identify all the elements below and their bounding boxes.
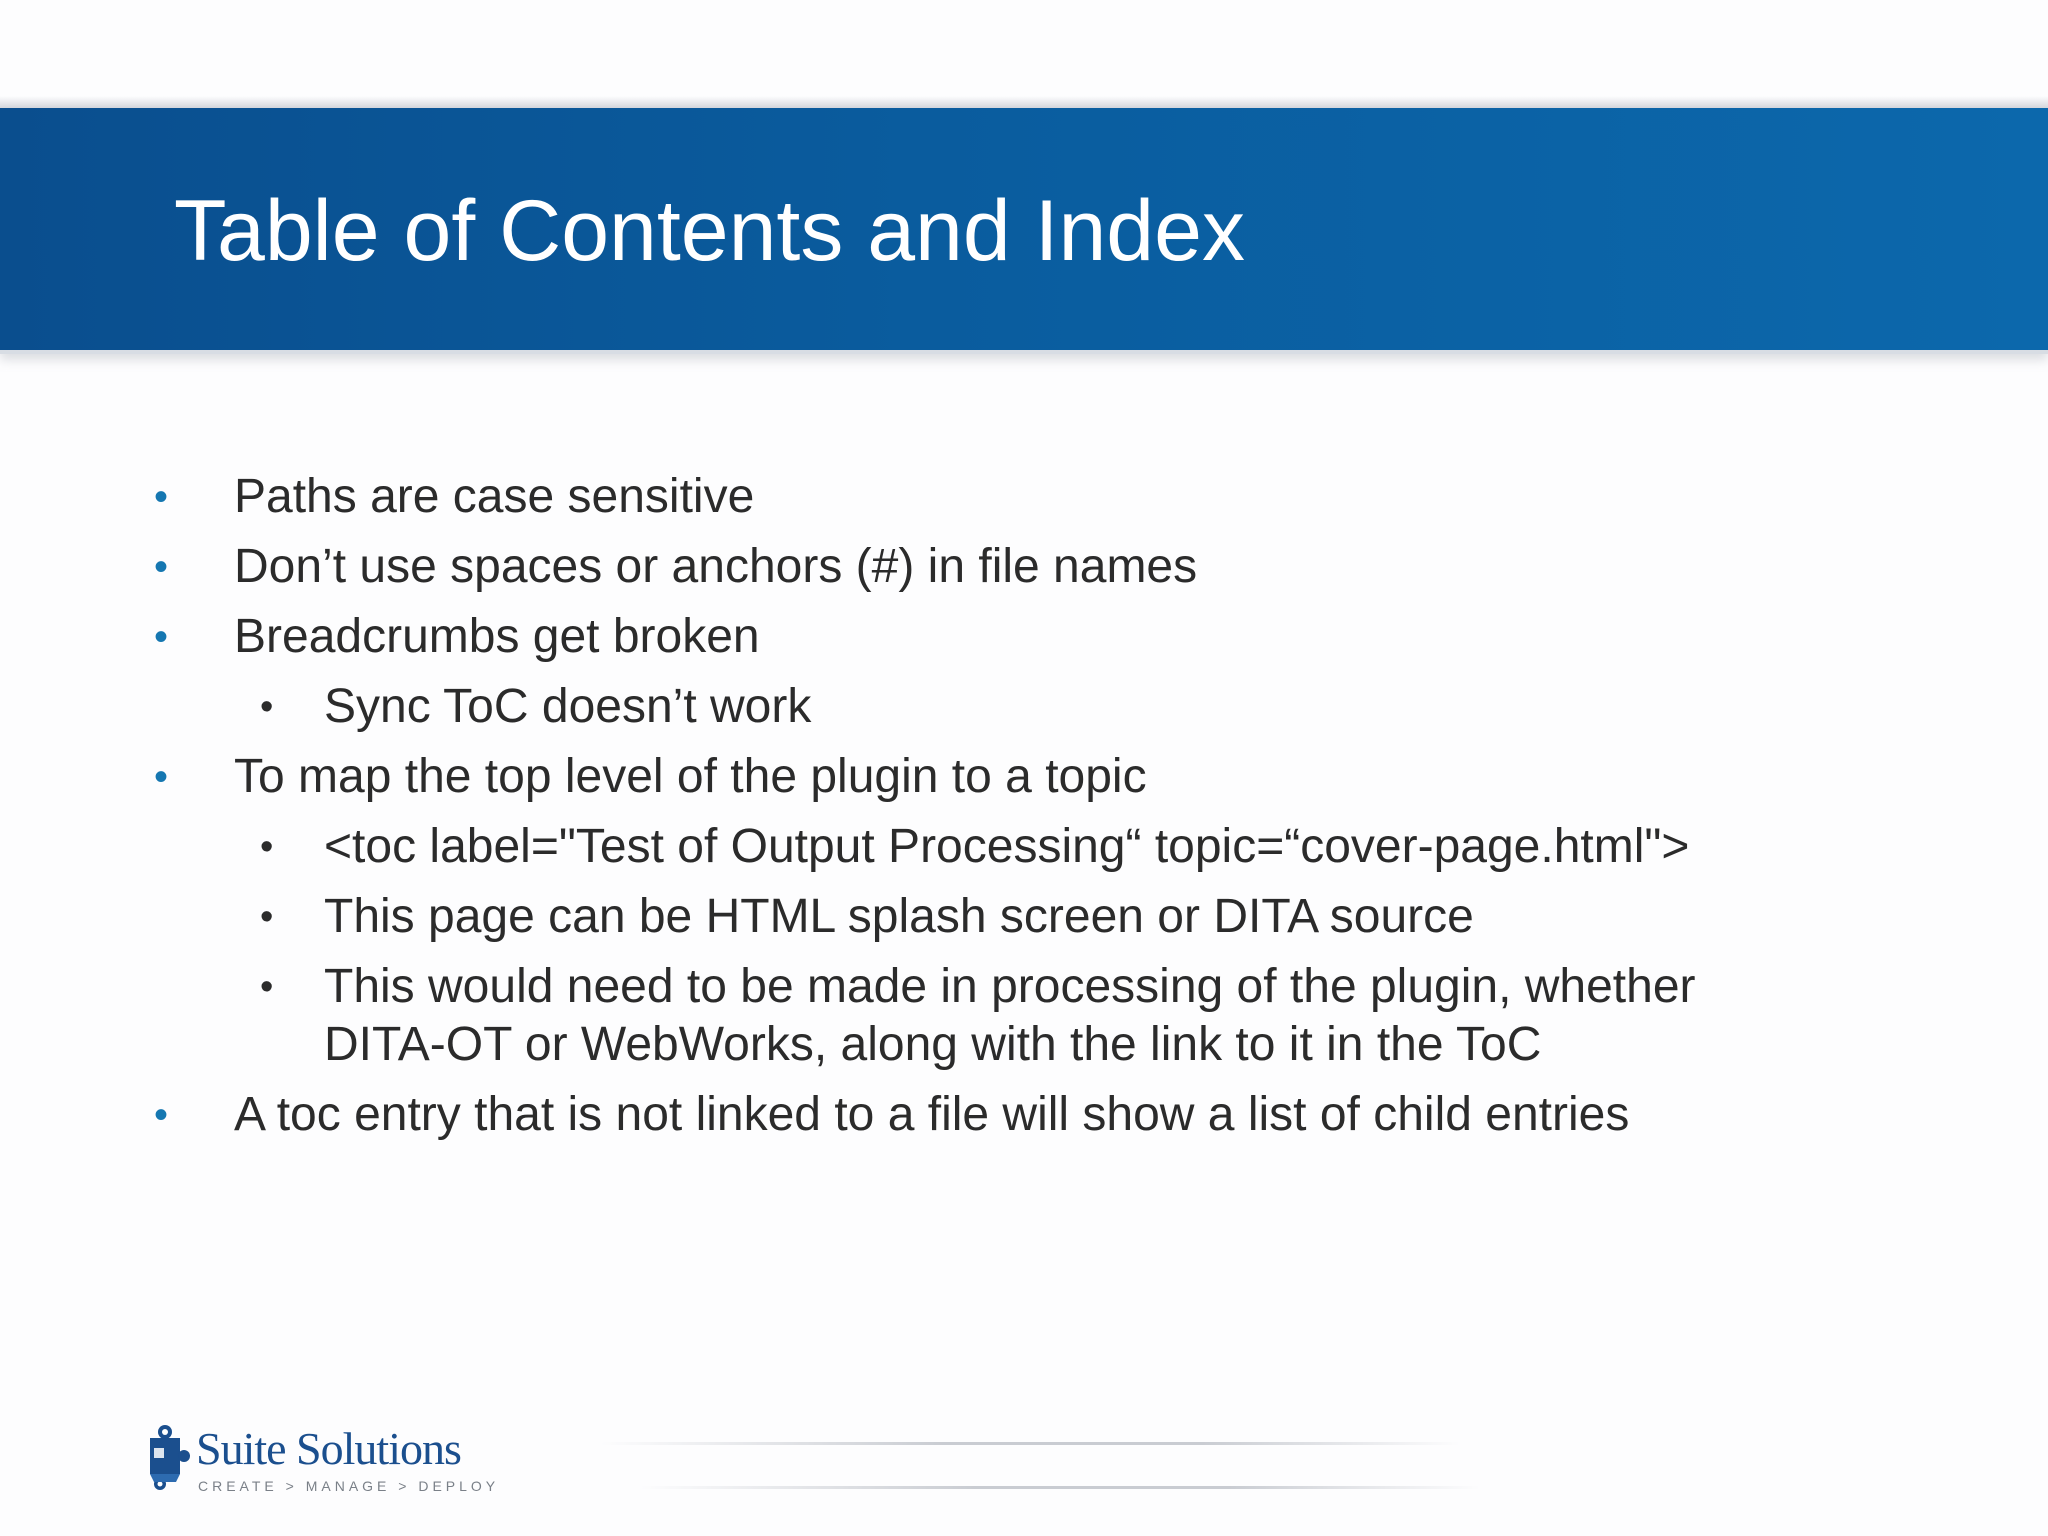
bullet-text: Don’t use spaces or anchors (#) in file names <box>234 540 1198 593</box>
bullet-item <box>154 748 1147 806</box>
sub-bullet-text: Sync ToC doesn’t work <box>324 680 812 733</box>
bullet-item <box>154 468 755 526</box>
bullet-item <box>154 1086 1630 1144</box>
logo-tagline: CREATE > MANAGE > DEPLOY <box>198 1478 500 1494</box>
sub-bullet-item <box>260 888 1474 946</box>
slide-title: Table of Contents and Index <box>174 183 1245 279</box>
suite-solutions-logo <box>146 1412 526 1502</box>
bullet-text: Paths are case sensitive <box>234 470 755 523</box>
sub-bullet-dot: • <box>260 896 274 938</box>
bullet-text: To map the top level of the plugin to a topic <box>234 750 1147 803</box>
sub-bullet-dot: • <box>260 686 274 728</box>
bullet-dot: • <box>154 615 169 659</box>
footer-divider-bottom <box>640 1486 1480 1489</box>
sub-bullet-item <box>260 958 1696 1016</box>
sub-bullet-text: This would need to be made in processing of the plugin, whether <box>324 960 1696 1013</box>
bullet-dot: • <box>154 475 169 519</box>
sub-bullet-text: <toc label="Test of Output Processing“ topic=“cover-page.html"> <box>324 820 1690 873</box>
bullet-text: A toc entry that is not linked to a file will show a list of child entries <box>234 1088 1630 1141</box>
sub-bullet-continuation <box>324 1016 1541 1074</box>
bullet-text: Breadcrumbs get broken <box>234 610 760 663</box>
bullet-item <box>154 538 1198 596</box>
bullet-dot: • <box>154 545 169 589</box>
sub-bullet-dot: • <box>260 826 274 868</box>
sub-bullet-dot: • <box>260 966 274 1008</box>
bullet-dot: • <box>154 755 169 799</box>
bullet-dot: • <box>154 1093 169 1137</box>
puzzle-piece-icon <box>146 1412 190 1502</box>
sub-bullet-text: This page can be HTML splash screen or DITA source <box>324 890 1474 943</box>
footer-divider-top <box>600 1442 1460 1445</box>
sub-bullet-item <box>260 678 812 736</box>
sub-bullet-text: DITA-OT or WebWorks, along with the link to it in the ToC <box>324 1018 1542 1071</box>
bullet-item <box>154 608 760 666</box>
sub-bullet-item <box>260 818 1690 876</box>
logo-name: Suite Solutions <box>196 1423 461 1474</box>
